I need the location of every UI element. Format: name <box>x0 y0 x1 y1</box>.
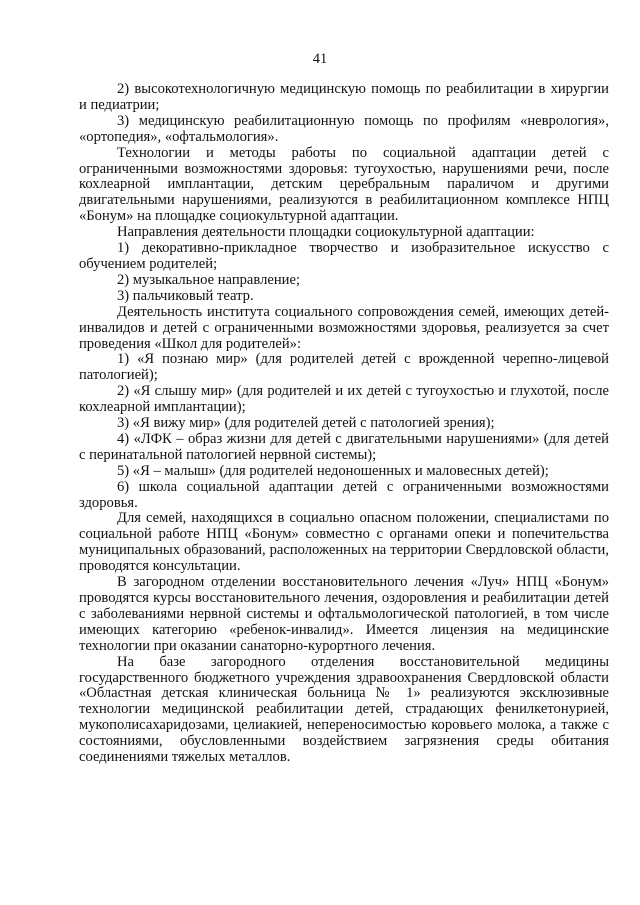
list-item-i-hear-world: 2) «Я слышу мир» (для родителей и их детей с тугоухостью и глухотой, после кохлеарной имплантации); <box>79 383 609 416</box>
list-item-i-am-baby: 5) «Я – малыш» (для родителей недоношенных и маловесных детей); <box>117 462 549 479</box>
paragraph-hightech-care: 2) высокотехнологичную медицинскую помощь по реабилитации в хирургии и педиатрии; <box>79 81 609 113</box>
list-item-i-learn-world: 1) «Я познаю мир» (для родителей детей с врожденной черепно-лицевой патологией); <box>79 351 609 384</box>
page-number: 41 <box>312 51 328 67</box>
paragraph-directions-heading: Направления деятельности площадки социокультурной адаптации: <box>117 224 535 241</box>
paragraph-regional-hospital: На базе загородного отделения восстановительной медицины государственного бюджетного учреждения здравоохранения Свердловской области «Областная детская клиническая больница № 1» реализуются эксклюзивные технологии медицинской реабилитации детей, страдающих фенилкетонурией, мукополисахаридозами, целиакией, непереносимостью коровьего молока, а также с состояниями, обусловленными воздействием загрязнения среды обитания соединениями тяжелых металлов. <box>79 653 609 766</box>
list-item-i-see-world: 3) «Я вижу мир» (для родителей детей с патологией зрения); <box>117 415 495 432</box>
list-item-music: 2) музыкальное направление; <box>117 271 301 288</box>
document-body <box>79 82 609 766</box>
list-item-decorative-art: 1) декоративно-прикладное творчество и изобразительное искусство с обучением родителей; <box>79 240 609 272</box>
paragraph-rehab-profiles: 3) медицинскую реабилитационную помощь по профилям «неврология», «ортопедия», «офтальмология». <box>79 112 609 145</box>
paragraph-family-consultations: Для семей, находящихся в социально опасном положении, специалистами по социальной работе НПЦ «Бонум» совместно с органами опеки и попечительства муниципальных образований, расположенных на территории Свердловской области, проводятся консультации. <box>79 510 609 575</box>
list-item-finger-theatre: 3) пальчиковый театр. <box>117 287 254 304</box>
paragraph-adaptation-technologies: Технологии и методы работы по социальной адаптации детей с ограниченными возможностями здоровья: тугоухостью, нарушениями речи, после кохлеарной имплантации, детским церебральным параличом и другими двигательными нарушениями, реализуются в реабилитационном комплексе НПЦ «Бонум» на площадке социокультурной адаптации. <box>79 144 609 225</box>
paragraph-parent-schools: Деятельность института социального сопровождения семей, имеющих детей-инвалидов и детей с ограниченными возможностями здоровья, реализуется за счет проведения «Школ для родителей»: <box>79 303 609 352</box>
list-item-lfk: 4) «ЛФК – образ жизни для детей с двигательными нарушениями» (для детей с перинатальной патологией нервной системы); <box>79 430 609 463</box>
paragraph-luch-department: В загородном отделении восстановительного лечения «Луч» НПЦ «Бонум» проводятся курсы восстановительного лечения, оздоровления и реабилитации детей с заболеваниями нервной системы и офтальмологической патологией, в том числе имеющих категорию «ребенок-инвалид». Имеется лицензия на медицинские технологии при оказании санаторно-курортного лечения. <box>79 574 609 654</box>
list-item-adaptation-school: 6) школа социальной адаптации детей с ограниченными возможностями здоровья. <box>79 478 609 511</box>
